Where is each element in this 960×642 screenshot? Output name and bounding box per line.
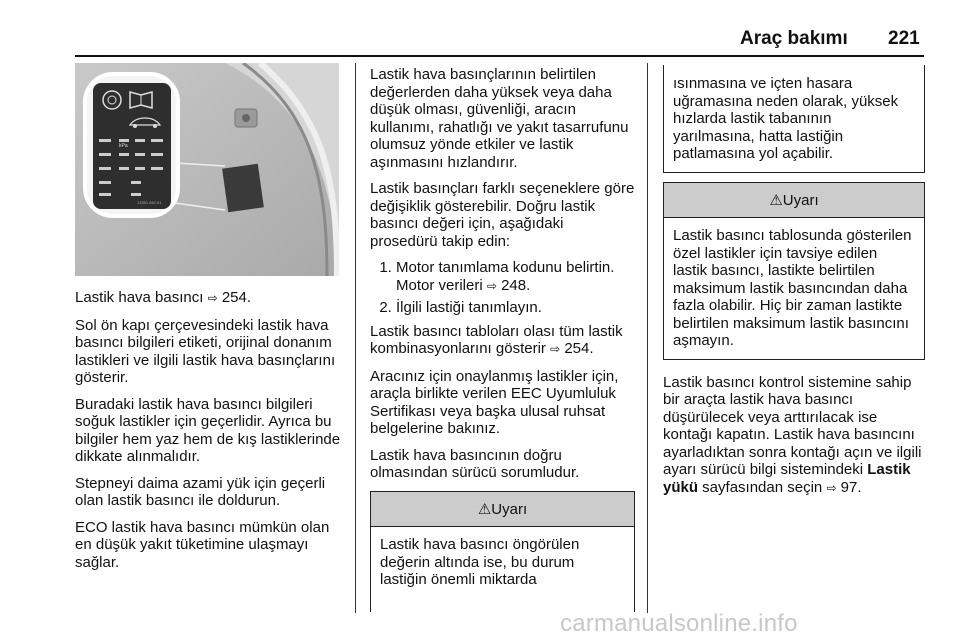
warning-body: Lastik basıncı tablosunda gösterilen özel lastikler için tavsiye edilen lastik basıncı, lastikte belirtilen maksimum lastik basıncından daha fazla olabilir. Hiç bir zaman lastikte belirtilen maksimum lastik basıncını aşmayın. [673, 227, 912, 349]
warning-triangle-icon: ⚠ [769, 190, 783, 209]
warning-header [371, 492, 634, 528]
warning-body: Lastik hava basıncı öngörülen değerin altında ise, bu durum lastiğin önemli miktarda [380, 536, 580, 588]
page-title: Araç bakımı [740, 28, 848, 49]
watermark: carmanualsonline.info [560, 610, 798, 637]
procedure-list [370, 259, 635, 317]
paragraph: Stepneyi daima azami yük için geçerli olan lastik basıncı ile doldurun. [75, 474, 326, 509]
tire-pressure-label-figure [75, 63, 339, 276]
page-link[interactable]: 248 [501, 276, 527, 294]
header-rule [75, 55, 924, 57]
paragraph: Sol ön kapı çerçevesindeki lastik hava basıncı bilgileri etiketi, orijinal donanım lastikleri ve ilgili lastik hava basınçlarını gösterir. [75, 316, 336, 386]
list-item: 1. Motor tanımlama kodunu belirtin. Motor verileri ⇨ 248. [396, 259, 635, 295]
paragraph: Lastik hava basıncının doğru olmasından sürücü sorumludur. [370, 446, 580, 481]
warning-header [664, 183, 924, 219]
ref-arrow-icon: ⇨ [486, 278, 497, 293]
column-divider-2 [647, 63, 648, 613]
column-3 [663, 65, 925, 506]
list-item: 2. İlgili lastiği tanımlayın. [396, 299, 635, 317]
paragraph: Lastik hava basınçlarının belirtilen değerlerden daha yüksek veya daha düşük olması, güvenliği, aracın kullanımı, rahatlığı ve yakıt tasarrufunu olumsuz yönde etkiler ve lastik aşınmasını hızlandırır. [370, 66, 629, 171]
page-link[interactable]: 97 [840, 478, 858, 496]
warning-box [663, 182, 925, 360]
column-1 [75, 289, 347, 580]
cross-reference-paragraph: Lastik hava basıncı ⇨ 254. [75, 289, 252, 306]
page-number: 221 [888, 28, 920, 49]
warning-body: ısınmasına ve içten hasara uğramasına neden olarak, yüksek hızlarda lastik tabanının yarılmasına, hatta lastiğin patlamasına yol açabilir. [673, 75, 899, 162]
warning-title: Uyarı [491, 500, 528, 518]
ref-arrow-icon: ⇨ [826, 480, 837, 495]
kpa-label: kPa [119, 143, 128, 149]
ref-arrow-icon: ⇨ [207, 291, 218, 305]
paragraph: Lastik basınçları farklı seçeneklere göre değişiklik gösterebilir. Doğru lastik basıncı değeri için, aşağıdaki prosedürü takip edin: [370, 180, 635, 250]
label-code: 13351 862 61 [137, 200, 162, 205]
page-link[interactable]: 254 [221, 289, 247, 306]
page-link[interactable]: 254 [564, 340, 590, 357]
warning-box [370, 491, 635, 612]
ref-arrow-icon: ⇨ [550, 342, 561, 356]
paragraph: Lastik basıncı kontrol sistemine sahip bir araçta lastik hava basıncı düşürülecek veya arttırılacak ise kontağı kapatın. Lastik hava basıncını ayarladıktan sonra kontağı açın ve ilgili ayarı sürücü bilgi sistemindeki Lastik yükü sayfasından seçin ⇨ 97. [663, 373, 922, 496]
paragraph: Aracınız için onaylanmış lastikler için, araçla birlikte verilen EEC Uyumluluk Sertifikası veya başka ulusal ruhsat belgelerine bakınız. [370, 367, 619, 437]
paragraph: Buradaki lastik hava basıncı bilgileri soğuk lastikler için geçerlidir. Ayrıca bu bilgiler hem yaz hem de kış lastiklerinde dikkate alınmalıdır. [75, 395, 341, 465]
paragraph: ECO lastik hava basıncı mümkün olan en düşük yakıt tüketimine ulaşmayı sağlar. [75, 518, 330, 571]
column-2 [370, 66, 635, 622]
warning-triangle-icon: ⚠ [477, 499, 492, 518]
column-divider-1 [355, 63, 356, 613]
warning-title: Uyarı [782, 191, 819, 209]
menu-term: Lastik yükü [663, 461, 911, 496]
cross-reference-paragraph: Lastik basıncı tabloları olası tüm lastik kombinasyonlarını gösterir ⇨ 254. [370, 322, 623, 357]
warning-box-continued [663, 65, 925, 173]
door-frame-illustration [75, 63, 339, 276]
